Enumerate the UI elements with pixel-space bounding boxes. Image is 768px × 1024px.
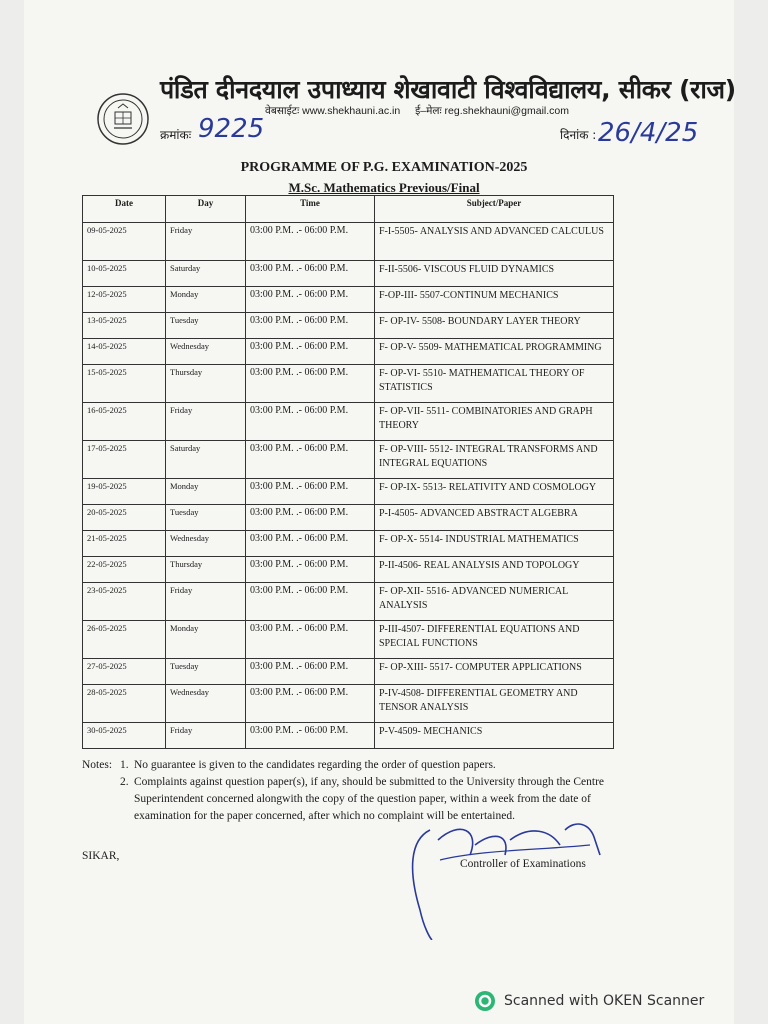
- table-row: [83, 659, 614, 685]
- cell-day: Friday: [166, 223, 246, 261]
- email-text[interactable]: ई–मेलः reg.shekhauni@gmail.com: [415, 105, 570, 117]
- scanner-text: Scanned with OKEN Scanner: [504, 993, 705, 1009]
- cell-day: Tuesday: [166, 505, 246, 531]
- signatory-title: Controller of Examinations: [460, 858, 586, 870]
- table-row: [83, 621, 614, 659]
- oken-scanner-icon: [474, 990, 496, 1012]
- cell-subject: P-III-4507- DIFFERENTIAL EQUATIONS AND SPECIAL FUNCTIONS: [375, 621, 614, 659]
- cell-date: 20-05-2025: [83, 505, 166, 531]
- cell-day: Monday: [166, 621, 246, 659]
- cell-time: 03:00 P.M. .- 06:00 P.M.: [246, 313, 375, 339]
- kramank-label: क्रमांकः: [160, 128, 192, 142]
- header-subject: Subject/Paper: [375, 196, 614, 223]
- cell-date: 14-05-2025: [83, 339, 166, 365]
- cell-subject: P-V-4509- MECHANICS: [375, 723, 614, 749]
- cell-date: 12-05-2025: [83, 287, 166, 313]
- cell-time: 03:00 P.M. .- 06:00 P.M.: [246, 287, 375, 313]
- course-title: M.Sc. Mathematics Previous/Final: [288, 180, 480, 195]
- cell-subject: F- OP-XII- 5516- ADVANCED NUMERICAL ANALYSIS: [375, 583, 614, 621]
- cell-date: 10-05-2025: [83, 261, 166, 287]
- cell-day: Monday: [166, 479, 246, 505]
- table-row: [83, 313, 614, 339]
- cell-subject: F- OP-V- 5509- MATHEMATICAL PROGRAMMING: [375, 339, 614, 365]
- cell-date: 22-05-2025: [83, 557, 166, 583]
- cell-day: Friday: [166, 583, 246, 621]
- note-number: 2.: [120, 776, 129, 788]
- cell-day: Saturday: [166, 441, 246, 479]
- cell-day: Wednesday: [166, 339, 246, 365]
- cell-day: Friday: [166, 403, 246, 441]
- cell-day: Tuesday: [166, 313, 246, 339]
- cell-time: 03:00 P.M. .- 06:00 P.M.: [246, 723, 375, 749]
- cell-time: 03:00 P.M. .- 06:00 P.M.: [246, 365, 375, 403]
- cell-time: 03:00 P.M. .- 06:00 P.M.: [246, 621, 375, 659]
- place-text: SIKAR,: [82, 850, 120, 862]
- table-row: [83, 723, 614, 749]
- table-row: [83, 479, 614, 505]
- cell-subject: F- OP-IX- 5513- RELATIVITY AND COSMOLOGY: [375, 479, 614, 505]
- notes-label: Notes:: [82, 759, 113, 771]
- table-row: [83, 441, 614, 479]
- cell-date: 13-05-2025: [83, 313, 166, 339]
- table-row: [83, 261, 614, 287]
- cell-subject: F- OP-VIII- 5512- INTEGRAL TRANSFORMS AND INTEGRAL EQUATIONS: [375, 441, 614, 479]
- table-row: [83, 531, 614, 557]
- cell-date: 15-05-2025: [83, 365, 166, 403]
- website-text[interactable]: वेबसाईटः www.shekhauni.ac.in: [265, 105, 401, 117]
- cell-date: 21-05-2025: [83, 531, 166, 557]
- cell-subject: F- OP-XIII- 5517- COMPUTER APPLICATIONS: [375, 659, 614, 685]
- cell-date: 16-05-2025: [83, 403, 166, 441]
- cell-day: Friday: [166, 723, 246, 749]
- scanner-watermark: [474, 990, 704, 1012]
- table-row: [83, 223, 614, 261]
- note-text: Complaints against question paper(s), if any, should be submitted to the University through the Centre Superintendent concerned alongwith the copy of the question paper, within a week from the date of examination for the paper concerned, after which no complaint will be entertained.: [134, 776, 605, 822]
- cell-day: Thursday: [166, 365, 246, 403]
- cell-day: Wednesday: [166, 685, 246, 723]
- programme-title: PROGRAMME OF P.G. EXAMINATION-2025: [240, 160, 528, 175]
- table-row: [83, 685, 614, 723]
- cell-subject: F-OP-III- 5507-CONTINUM MECHANICS: [375, 287, 614, 313]
- cell-date: 19-05-2025: [83, 479, 166, 505]
- table-row: [83, 557, 614, 583]
- table-row: [83, 583, 614, 621]
- cell-time: 03:00 P.M. .- 06:00 P.M.: [246, 403, 375, 441]
- note-number: 1.: [120, 759, 129, 771]
- university-name: पंडित दीनदयाल उपाध्याय शेखावाटी विश्वविद्यालय, सीकर (राज): [160, 75, 736, 104]
- cell-date: 28-05-2025: [83, 685, 166, 723]
- table-row: [83, 403, 614, 441]
- handwritten-date: 26/4/25: [598, 118, 699, 148]
- cell-time: 03:00 P.M. .- 06:00 P.M.: [246, 557, 375, 583]
- cell-time: 03:00 P.M. .- 06:00 P.M.: [246, 583, 375, 621]
- cell-subject: F-I-5505- ANALYSIS AND ADVANCED CALCULUS: [375, 223, 614, 261]
- cell-date: 30-05-2025: [83, 723, 166, 749]
- table-row: [83, 287, 614, 313]
- cell-date: 26-05-2025: [83, 621, 166, 659]
- cell-date: 27-05-2025: [83, 659, 166, 685]
- contact-info: [265, 104, 581, 118]
- cell-time: 03:00 P.M. .- 06:00 P.M.: [246, 505, 375, 531]
- table-header-row: [83, 196, 614, 223]
- cell-day: Saturday: [166, 261, 246, 287]
- cell-time: 03:00 P.M. .- 06:00 P.M.: [246, 339, 375, 365]
- cell-subject: F- OP-VI- 5510- MATHEMATICAL THEORY OF STATISTICS: [375, 365, 614, 403]
- cell-time: 03:00 P.M. .- 06:00 P.M.: [246, 441, 375, 479]
- exam-schedule-table: [82, 195, 614, 749]
- cell-time: 03:00 P.M. .- 06:00 P.M.: [246, 531, 375, 557]
- cell-time: 03:00 P.M. .- 06:00 P.M.: [246, 479, 375, 505]
- cell-day: Tuesday: [166, 659, 246, 685]
- dinank-label: दिनांक :: [560, 128, 597, 142]
- table-row: [83, 505, 614, 531]
- header-day: Day: [166, 196, 246, 223]
- cell-subject: P-IV-4508- DIFFERENTIAL GEOMETRY AND TENSOR ANALYSIS: [375, 685, 614, 723]
- cell-day: Wednesday: [166, 531, 246, 557]
- cell-subject: F- OP-X- 5514- INDUSTRIAL MATHEMATICS: [375, 531, 614, 557]
- table-row: [83, 339, 614, 365]
- cell-time: 03:00 P.M. .- 06:00 P.M.: [246, 261, 375, 287]
- header-date: Date: [83, 196, 166, 223]
- reference-number: 9225: [198, 114, 265, 144]
- cell-subject: F-II-5506- VISCOUS FLUID DYNAMICS: [375, 261, 614, 287]
- cell-day: Thursday: [166, 557, 246, 583]
- table-row: [83, 365, 614, 403]
- cell-subject: F- OP-IV- 5508- BOUNDARY LAYER THEORY: [375, 313, 614, 339]
- cell-time: 03:00 P.M. .- 06:00 P.M.: [246, 223, 375, 261]
- cell-date: 17-05-2025: [83, 441, 166, 479]
- note-text: No guarantee is given to the candidates regarding the order of question papers.: [134, 759, 496, 771]
- cell-time: 03:00 P.M. .- 06:00 P.M.: [246, 659, 375, 685]
- cell-time: 03:00 P.M. .- 06:00 P.M.: [246, 685, 375, 723]
- university-seal-icon: [96, 92, 150, 146]
- cell-date: 09-05-2025: [83, 223, 166, 261]
- cell-day: Monday: [166, 287, 246, 313]
- cell-date: 23-05-2025: [83, 583, 166, 621]
- handwritten-signature: [400, 800, 620, 940]
- header-time: Time: [246, 196, 375, 223]
- cell-subject: P-II-4506- REAL ANALYSIS AND TOPOLOGY: [375, 557, 614, 583]
- cell-subject: P-I-4505- ADVANCED ABSTRACT ALGEBRA: [375, 505, 614, 531]
- cell-subject: F- OP-VII- 5511- COMBINATORIES AND GRAPH THEORY: [375, 403, 614, 441]
